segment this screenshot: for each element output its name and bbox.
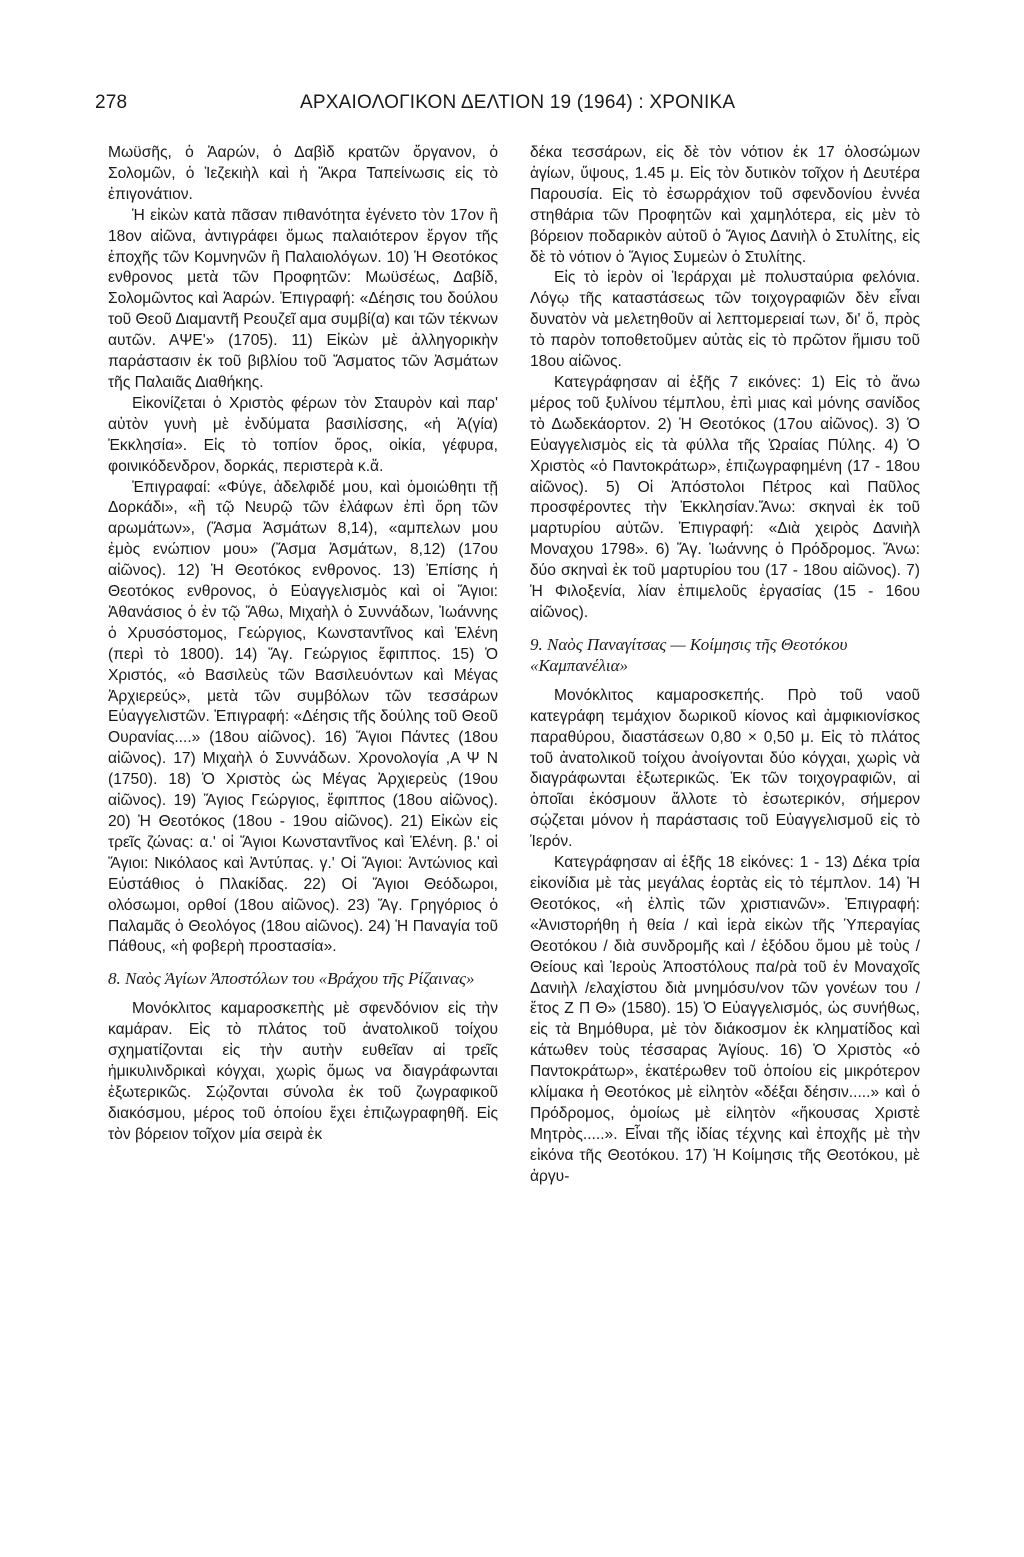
right-column: [530, 143, 920, 1188]
right-paragraph-3: Κατεγράφησαν αἱ ἑξῆς 7 εικόνες: 1) Εἰς τὸ ἄνω μέρος τοῦ ξυλίνου τέμπλου, ἐπὶ μιας καὶ μόνης σανίδος τὸ Δωδεκάορτον. 2) Ἡ Θεοτόκος (17ου αἰῶνος). 3) Ὁ Εὐαγγελισμὸς εἰς τὰ φύλλα τῆς Ὡραίας Πύλης. 4) Ὁ Χριστὸς «ὁ Παντοκράτωρ», ἐπιζωγραφημένη (17 - 18ου αἰῶνος). 5) Οἱ Ἀπόστολοι Πέτρος καὶ Παῦλος προσφέροντες τὴν Ἐκκλησίαν.Ἄνω: σκηναὶ ἐκ τοῦ μαρτυρίου αὐτῶν. Ἐπιγραφή: «Διὰ χειρὸς Δανιὴλ Μοναχου 1798». 6) Ἅγ. Ἰωάννης ὁ Πρόδρομος. Ἄνω: δύο σκηναὶ ἐκ τοῦ μαρτυρίου του (17 - 18ου αἰῶνος). 7) Ἡ Φιλοξενία, λίαν ἐπιμελοῦς ἐργασίας (15 - 16ου αἰῶνος).: [530, 373, 920, 621]
left-paragraph-5: Μονόκλιτος καμαροσκεπὴς μὲ σφενδόνιον εἰς τὴν καμάραν. Εἰς τὸ πλάτος τοῦ ἀνατολικοῦ τοίχου σχηματίζονται εἰς τὴν αυτὴν ευθεῖαν αἱ τρεῖς ἡμικυλινδρικαὶ κόγχαι, χωρὶς ὅμως να διαγράφωνται ἐξωτερικῶς. Σῴζονται σύνολα ἐκ τοῦ ζωγραφικοῦ διακόσμου, μέρος τοῦ ὁποίου ἔχει ἐπιζωγραφηθῆ. Εἰς τὸν βόρειον τοῖχον μία σειρὰ ἐκ: [108, 1000, 498, 1143]
right-paragraph-2: Εἰς τὸ ἱερὸν οἱ Ἱεράρχαι μὲ πολυσταύρια φελόνια. Λόγῳ τῆς καταστάσεως τῶν τοιχογραφιῶν δὲν εἶναι δυνατὸν νὰ μελετηθοῦν αἱ λεπτομερειαί των, δι' ὅ, πρὸς τὸ παρὸν τοποθετοῦμεν αὐτὰς εἰς τὸ πρῶτον ἥμισυ τοῦ 18ου αἰῶνος.: [530, 269, 920, 371]
left-paragraph-2: Ἡ εἰκὼν κατὰ πᾶσαν πιθανότητα ἐγένετο τὸν 17ον ἢ 18ον αἰῶνα, ἀντιγράφει ὅμως παλαιότερον ἔργον τῆς ἐποχῆς τῶν Κομνηνῶν ἢ Παλαιολόγων. 10) Ἡ Θεοτόκος ενθρονος μετὰ τῶν Προφητῶν: Μωϋσέως, Δαβίδ, Σολομῶντος καὶ Ἀαρών. Ἐπιγραφή: «Δέησις του δούλου τοῦ Θεοῦ Διαμαντῆ Ρεουζεῖ αμα συμβί(α) και τῶν τέκνων αυτῶν. ΑΨΕ'» (1705). 11) Εἰκὼν μὲ ἀλληγορικὴν παράστασιν ἐκ τοῦ βιβλίου τοῦ Ἄσματος τῶν Ἀσμάτων τῆς Παλαιᾶς Διαθήκης.: [108, 206, 498, 391]
right-paragraph-1: δέκα τεσσάρων, εἰς δὲ τὸν νότιον ἐκ 17 ὁλοσώμων ἁγίων, ὕψους, 1.45 μ. Εἰς τὸν δυτικὸν τοῖχον ἡ Δευτέρα Παρουσία. Εἰς τὸ ἐσωρράχιον τοῦ σφενδονίου ἐννέα στηθάρια τῶν Προφητῶν καὶ χαμηλότερα, εἰς μὲν τὸ βόρειον ποδαρικὸν αὐτοῦ ὁ Ἅγιος Δανιὴλ ὁ Στυλίτης, εἰς δὲ τὸ νότιον ὁ Ἅγιος Συμεὼν ὁ Στυλίτης.: [530, 144, 920, 266]
left-column: [108, 143, 498, 1146]
right-paragraph-4: Μονόκλιτος καμαροσκεπής. Πρὸ τοῦ ναοῦ κατεγράφη τεμάχιον δωρικοῦ κίονος καὶ ἀμφικιονίσκος παραθύρου, διαστάσεων 0,80 × 0,50 μ. Εἰς τὸ πλάτος τοῦ ἀνατολικοῦ τοίχου ἀνοίγονται δύο κόγχαι, χωρὶς νὰ διαγράφωνται ἐξωτερικῶς. Ἐκ τῶν τοιχογραφιῶν, αἱ ὁποῖαι ἐκόσμουν ἄλλοτε τὸ ἐσωτερικόν, σήμερον σῴζεται μόνον ἡ παράστασις τοῦ Εὐαγγελισμοῦ εἰς τὸ Ἱερόν.: [530, 686, 920, 851]
running-title: ΑΡΧΑΙΟΛΟΓΙΚΟΝ ΔΕΛΤΙΟΝ 19 (1964) : ΧΡΟΝΙΚΑ: [300, 92, 736, 113]
page-number: 278: [95, 92, 128, 113]
right-paragraph-5: Κατεγράφησαν αἱ ἑξῆς 18 εἰκόνες: 1 - 13) Δέκα τρία εἰκονίδια μὲ τὰς μεγάλας ἑορτὰς εἰς τὸ τέμπλον. 14) Ἡ Θεοτόκος, «ἡ ἐλπὶς τῶν χριστιανῶν». Ἐπιγραφή: «Ἀνιστορήθη ἡ θεία / καὶ ἱερὰ εἰκὼν τῆς Ὑπεραγίας Θεοτόκου / διὰ συνδρομῆς καὶ / ἐξόδου ὅμου μὲ τοὺς / Θείους καὶ Ἱεροὺς Ἀποστόλους πα/ρὰ τοῦ ἐν Μοναχοῖς Δανιὴλ /ελαχίστου διὰ μνημόσυ/νον τῶν γονέων του /ἔτος Ζ Π Θ» (1580). 15) Ὁ Εὐαγγελισμός, ὡς συνήθως, εἰς τὰ Βημόθυρα, μὲ τὸν διάκοσμον ἐκ κληματίδος καὶ κάτωθεν τοὺς τέσσαρας Ἁγίους. 16) Ὁ Χριστὸς «ὁ Παντοκράτωρ», ἑκατέρωθεν τοῦ ὁποίου εἰς μικρότερον κλίμακα ἡ Θεοτόκος μὲ εἱλητὸν «δέξαι δέησιν.....» καὶ ὁ Πρόδρομος, ὁμοίως μὲ εἱλητὸν «ἥκουσας Χριστὲ Μητρὸς.....». Εἶναι τῆς ἰδίας τέχνης καὶ ἐποχῆς μὲ τὴν εἰκόνα τῆς Θεοτόκου. 17) Ἡ Κοίμησις τῆς Θεοτόκου, μὲ ἀργυ-: [530, 854, 920, 1185]
section-heading-8: 8. Ναὸς Ἁγίων Ἀποστόλων του «Βράχου τῆς Ρίζαινας»: [108, 969, 475, 989]
left-paragraph-4: Ἐπιγραφαί: «Φύγε, ἀδελφιδέ μου, καὶ ὁμοιώθητι τῇ Δορκάδι», «ἢ τῷ Νευρῷ τῶν ἐλάφων ἐπὶ ὄρη τῶν αρωμάτων», (Ἄσμα Ἀσμάτων 8,14), «αμπελων μου ἐμὸς ενώπιον μου» (Ἄσμα Ἀσμάτων, 8,12) (17ου αἰῶνος). 12) Ἡ Θεοτόκος ενθρονος. 13) Ἐπίσης ἡ Θεοτόκος ενθρονος, ὁ Εὐαγγελισμὸς καὶ οἱ Ἅγιοι: Ἀθανάσιος ὁ ἐν τῷ Ἄθω, Μιχαὴλ ὁ Συννάδων, Ἰωάννης ὁ Χρυσόστομος, Γεώργιος, Κωνσταντῖνος καὶ Ἑλένη (περὶ τὸ 1800). 14) Ἅγ. Γεώργιος ἔφιππος. 15) Ὁ Χριστός, «ὁ Βασιλεὺς τῶν Βασιλευόντων καὶ Μέγας Ἀρχιερεύς», μετὰ τῶν συμβόλων τῶν τεσσάρων Εὐαγγελιστῶν. Ἐπιγραφή: «Δέησις τῆς δούλης τοῦ Θεοῦ Ουρανίας....» (18ου αἰῶνος). 16) Ἅγιοι Πάντες (18ου αἰῶνος). 17) Μιχαὴλ ὁ Συννάδων. Χρονολογία ,Α Ψ Ν (1750). 18) Ὁ Χριστὸς ὡς Μέγας Ἀρχιερεὺς (19ου αἰῶνος). 19) Ἅγιος Γεώργιος, ἔφιππος (18ου αἰῶνος). 20) Ἡ Θεοτόκος (18ου - 19ου αἰῶνος). 21) Εἰκὼν εἰς τρεῖς ζώνας: α.' οἱ Ἅγιοι Κωνσταντῖνος καὶ Ἑλένη. β.' οἱ Ἅγιοι: Νικόλαος καὶ Ἀντύπας. γ.' Οἱ Ἅγιοι: Ἀντώνιος καὶ Εὐστάθιος ὁ Πλακίδας. 22) Οἱ Ἅγιοι Θεόδωροι, ολόσωμοι, ορθοί (18ου αἰῶνος). 23) Ἅγ. Γρηγόριος ὁ Παλαμᾶς ὁ Θεολόγος (18ου αἰῶνος). 24) Ἡ Παναγία τοῦ Πάθους, «ἡ φοβερὴ προστασία».: [108, 478, 498, 956]
section-heading-9: 9. Ναὸς Παναγίτσας — Κοίμησις τῆς Θεοτόκου «Καμπανέλια»: [530, 634, 848, 675]
left-paragraph-1: Μωϋσῆς, ὁ Ἀαρών, ὁ Δαβὶδ κρατῶν ὄργανον, ὁ Σολομῶν, ὁ Ἰεζεκιὴλ καὶ ἡ Ἄκρα Ταπείνωσις εἰς τὸ ἐπιγονάτιον.: [108, 144, 498, 203]
left-paragraph-3: Εἰκονίζεται ὁ Χριστὸς φέρων τὸν Σταυρὸν καὶ παρ' αὐτὸν γυνὴ μὲ ἐνδύματα βασιλίσσης, «ἡ Ἁ(γία) Ἐκκλησία». Εἰς τὸ τοπίον ὄρος, οἰκία, γέφυρα, φοινικόδενδρον, δορκάς, περιστερὰ κ.ἄ.: [108, 394, 498, 475]
